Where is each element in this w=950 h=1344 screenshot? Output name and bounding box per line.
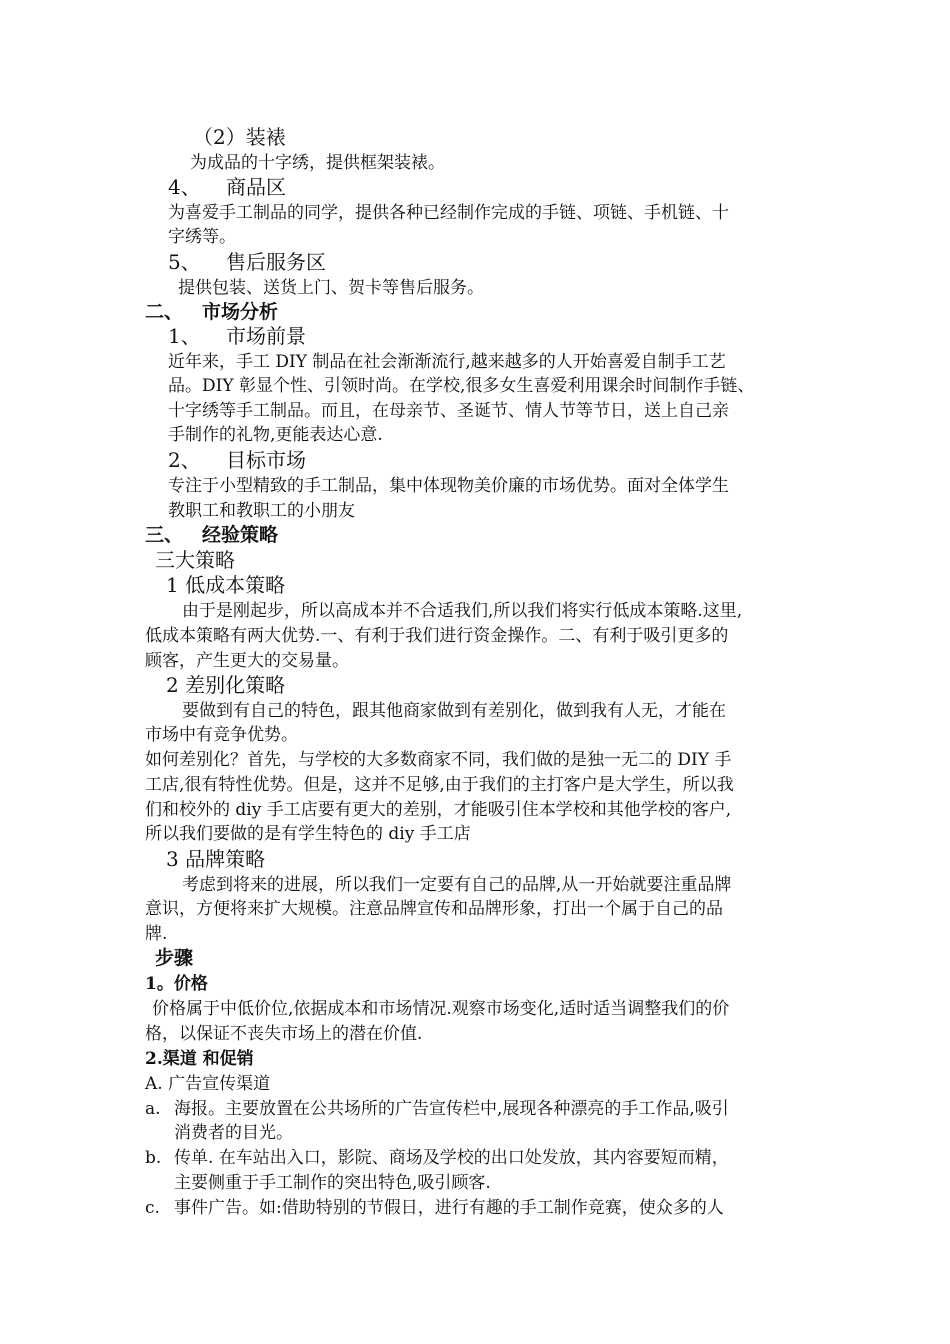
subheading-low-cost: 1 低成本策略: [166, 573, 286, 597]
list-item-text: 海报。主要放置在公共场所的广告宣传栏中,展现各种漂亮的手工作品,吸引: [174, 1099, 729, 1119]
subheading-market-prospect: [168, 324, 306, 348]
paragraph-line: 为成品的十字绣，提供框架装裱。: [190, 153, 445, 173]
list-item-posters: [145, 1097, 729, 1121]
paragraph-line: 所以我们要做的是有学生特色的 diy 手工店: [145, 824, 471, 844]
paragraph-line: 提供包装、送货上门、贺卡等售后服务。: [178, 278, 484, 298]
section-title: 经验策略: [202, 524, 279, 546]
subheading-target-market: [168, 448, 306, 472]
paragraph-line: 市场中有竞争优势。: [145, 725, 298, 745]
list-item-text: 事件广告。如:借助特别的节假日，进行有趣的手工制作竞赛，使众多的人: [174, 1198, 724, 1218]
paragraph-line: 主要侧重于手工制作的突出特色,吸引顾客.: [174, 1173, 491, 1193]
list-number: 1、: [168, 324, 201, 348]
paragraph-line: 低成本策略有两大优势.一、有利于我们进行资金操作。二、有利于吸引更多的: [145, 626, 729, 646]
paragraph-line: 手制作的礼物,更能表达心意.: [168, 425, 383, 445]
paragraph-line: 近年来，手工 DIY 制品在社会渐渐流行,越来越多的人开始喜爱自制手工艺: [168, 352, 726, 372]
paragraph-line: 由于是刚起步，所以高成本并不合适我们,所以我们将实行低成本策略.这里,: [182, 601, 743, 621]
section-title: 市场分析: [202, 301, 279, 323]
paragraph-line: 们和校外的 diy 手工店要有更大的差别，才能吸引住本学校和其他学校的客户,: [145, 800, 732, 820]
subheading-goods-area: [168, 175, 286, 199]
subheading-label: 商品区: [226, 175, 286, 199]
paragraph-line: 顾客，产生更大的交易量。: [145, 651, 349, 671]
list-number: 4、: [168, 175, 201, 199]
paragraph-line: 格，以保证不丧失市场上的潜在价值.: [145, 1024, 423, 1044]
section-heading-steps: 步骤: [155, 947, 194, 969]
paragraph-line: 工店,很有特性优势。但是，这并不足够,由于我们的主打客户是大学生，所以我: [145, 775, 734, 795]
paragraph-line: 字绣等。: [168, 227, 236, 247]
paragraph-line: 为喜爱手工制品的同学，提供各种已经制作完成的手链、项链、手机链、十: [168, 203, 729, 223]
paragraph-line: 意识，方便将来扩大规模。注意品牌宣传和品牌形象，打出一个属于自己的品: [145, 899, 723, 919]
paragraph-line: 价格属于中低价位,依据成本和市场情况.观察市场变化,适时适当调整我们的价: [152, 999, 730, 1019]
subheading-price: 1。价格: [145, 974, 208, 994]
list-number: 2、: [168, 448, 201, 472]
section-heading-market-analysis: [145, 300, 278, 324]
subheading-label: 市场前景: [226, 324, 306, 348]
paragraph-line: 教职工和教职工的小朋友: [168, 501, 355, 521]
list-item-event-ads: [145, 1196, 724, 1220]
subheading-brand: 3 品牌策略: [166, 847, 266, 871]
paragraph-line: 品。DIY 彰显个性、引领时尚。在学校,很多女生喜爱利用课余时间制作手链、: [168, 376, 755, 396]
section-number: 三、: [145, 524, 184, 546]
paragraph-line: 消费者的目光。: [174, 1123, 293, 1143]
paragraph-line: 考虑到将来的进展，所以我们一定要有自己的品牌,从一开始就要注重品牌: [182, 875, 732, 895]
list-item-text: 传单. 在车站出入口，影院、商场及学校的出口处发放，其内容要短而精，: [174, 1148, 729, 1168]
subheading-differentiation: 2 差别化策略: [166, 673, 286, 697]
list-marker: b.: [145, 1148, 162, 1168]
paragraph-line: 牌.: [145, 924, 168, 944]
list-number: 5、: [168, 250, 201, 274]
paragraph-line: 专注于小型精致的手工制品，集中体现物美价廉的市场优势。面对全体学生: [168, 476, 729, 496]
subheading-after-sales: [168, 250, 326, 274]
section-heading-strategy: [145, 523, 278, 547]
subheading-label: 售后服务区: [226, 250, 326, 274]
subheading-mounting: （2）装裱: [193, 125, 286, 149]
subheading-channels: 2.渠道 和促销: [145, 1049, 254, 1069]
list-item-flyers: [145, 1146, 729, 1170]
paragraph-line: 十字绣等手工制品。而且，在母亲节、圣诞节、情人节等节日，送上自己亲: [168, 401, 729, 421]
list-marker: a.: [145, 1099, 161, 1119]
paragraph-line: 要做到有自己的特色，跟其他商家做到有差别化，做到我有人无，才能在: [182, 701, 726, 721]
list-heading-ad-channels: A. 广告宣传渠道: [145, 1074, 271, 1094]
paragraph-line: 如何差别化？首先，与学校的大多数商家不同，我们做的是独一无二的 DIY 手: [145, 750, 732, 770]
section-number: 二、: [145, 301, 184, 323]
list-marker: c.: [145, 1198, 160, 1218]
subheading-three-strategies: 三大策略: [155, 548, 235, 572]
subheading-label: 目标市场: [226, 448, 306, 472]
